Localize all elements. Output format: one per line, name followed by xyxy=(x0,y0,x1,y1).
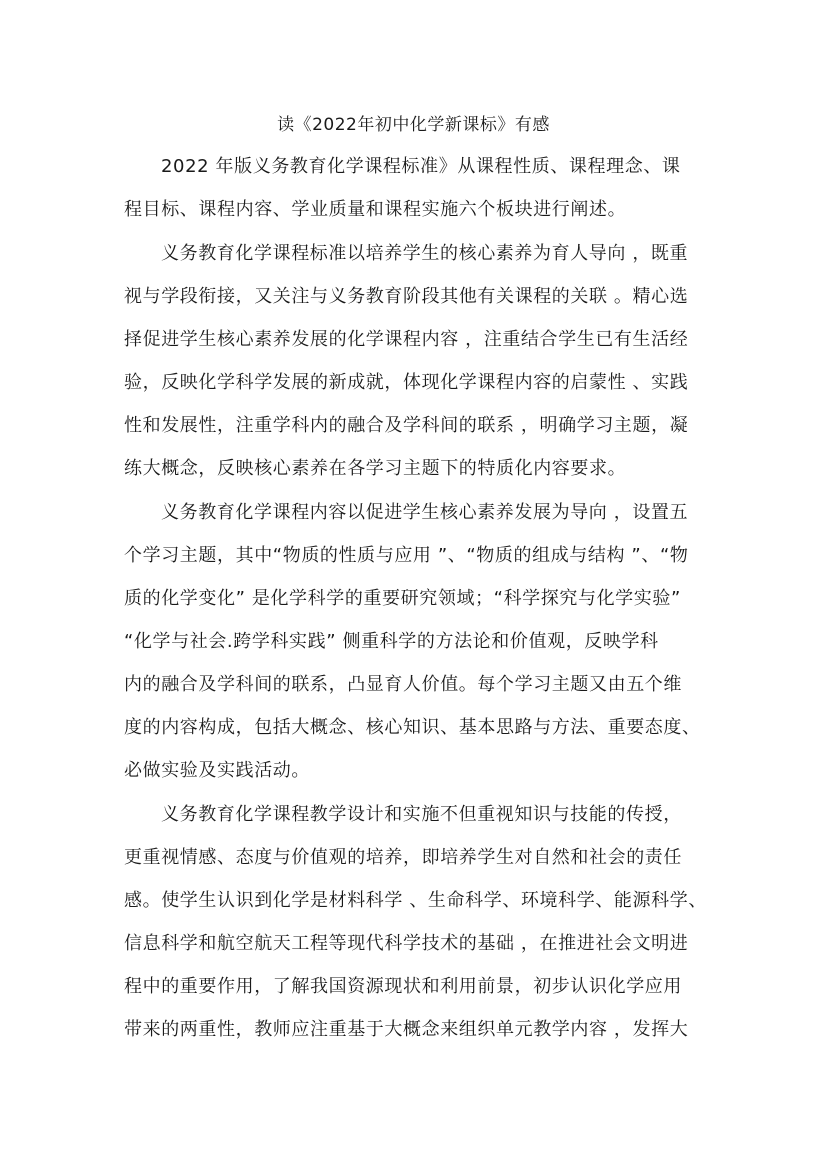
text-line: 验，反映化学科学发展的新成就，体现化学课程内容的启蒙性 、实践 xyxy=(124,372,689,393)
text-line: 必做实验及实践活动。 xyxy=(124,760,310,781)
text-line: 感。使学生认识到化学是材料科学 、生命科学、环境科学、能源科学、 xyxy=(124,890,707,911)
text-line: 择促进学生核心素养发展的化学课程内容 ，注重结合学生已有生活经 xyxy=(124,329,689,350)
text-line: 2022 年版义务教育化学课程标准》从课程性质、课程理念、课 xyxy=(161,156,681,177)
text-line: 义务教育化学课程教学设计和实施不但重视知识与技能的传授， xyxy=(161,804,682,825)
text-line: 练大概念，反映核心素养在各学习主题下的特质化内容要求。 xyxy=(124,458,627,479)
text-line: 义务教育化学课程标准以培养学生的核心素养为育人导向 ，既重 xyxy=(161,243,689,264)
text-line: 性和发展性，注重学科内的融合及学科间的联系 ，明确学习主题，凝 xyxy=(124,415,689,436)
document-title: 读《2022年初中化学新课标》有感 xyxy=(277,115,550,135)
text-line: 程中的重要作用，了解我国资源现状和利用前景，初步认识化学应用 xyxy=(124,976,682,997)
text-line: 信息科学和航空航天工程等现代科学技术的基础 ，在推进社会文明进 xyxy=(124,933,689,954)
text-line: 义务教育化学课程内容以促进学生核心素养发展为导向 ，设置五 xyxy=(161,502,689,523)
text-line: 内的融合及学科间的联系，凸显育人价值。每个学习主题又由五个维 xyxy=(124,674,682,695)
text-line: 度的内容构成，包括大概念、核心知识、基本思路与方法、重要态度、 xyxy=(124,717,701,738)
text-line: 更重视情感、态度与价值观的培养，即培养学生对自然和社会的责任 xyxy=(124,847,682,868)
text-line: 个学习主题，其中“物质的性质与应用 ”、“物质的组成与结构 ”、“物 xyxy=(124,545,689,566)
text-line: 带来的两重性，教师应注重基于大概念来组织单元教学内容 ，发挥大 xyxy=(124,1019,689,1040)
text-line: 视与学段衔接，又关注与义务教育阶段其他有关课程的关联 。精心选 xyxy=(124,286,689,307)
text-line: “化学与社会.跨学科实践” 侧重科学的方法论和价值观，反映学科 xyxy=(124,631,659,652)
text-line: 质的化学变化” 是化学科学的重要研究领域；“科学探究与化学实验” xyxy=(124,588,681,609)
text-line: 程目标、课程内容、学业质量和课程实施六个板块进行阐述。 xyxy=(124,199,627,220)
